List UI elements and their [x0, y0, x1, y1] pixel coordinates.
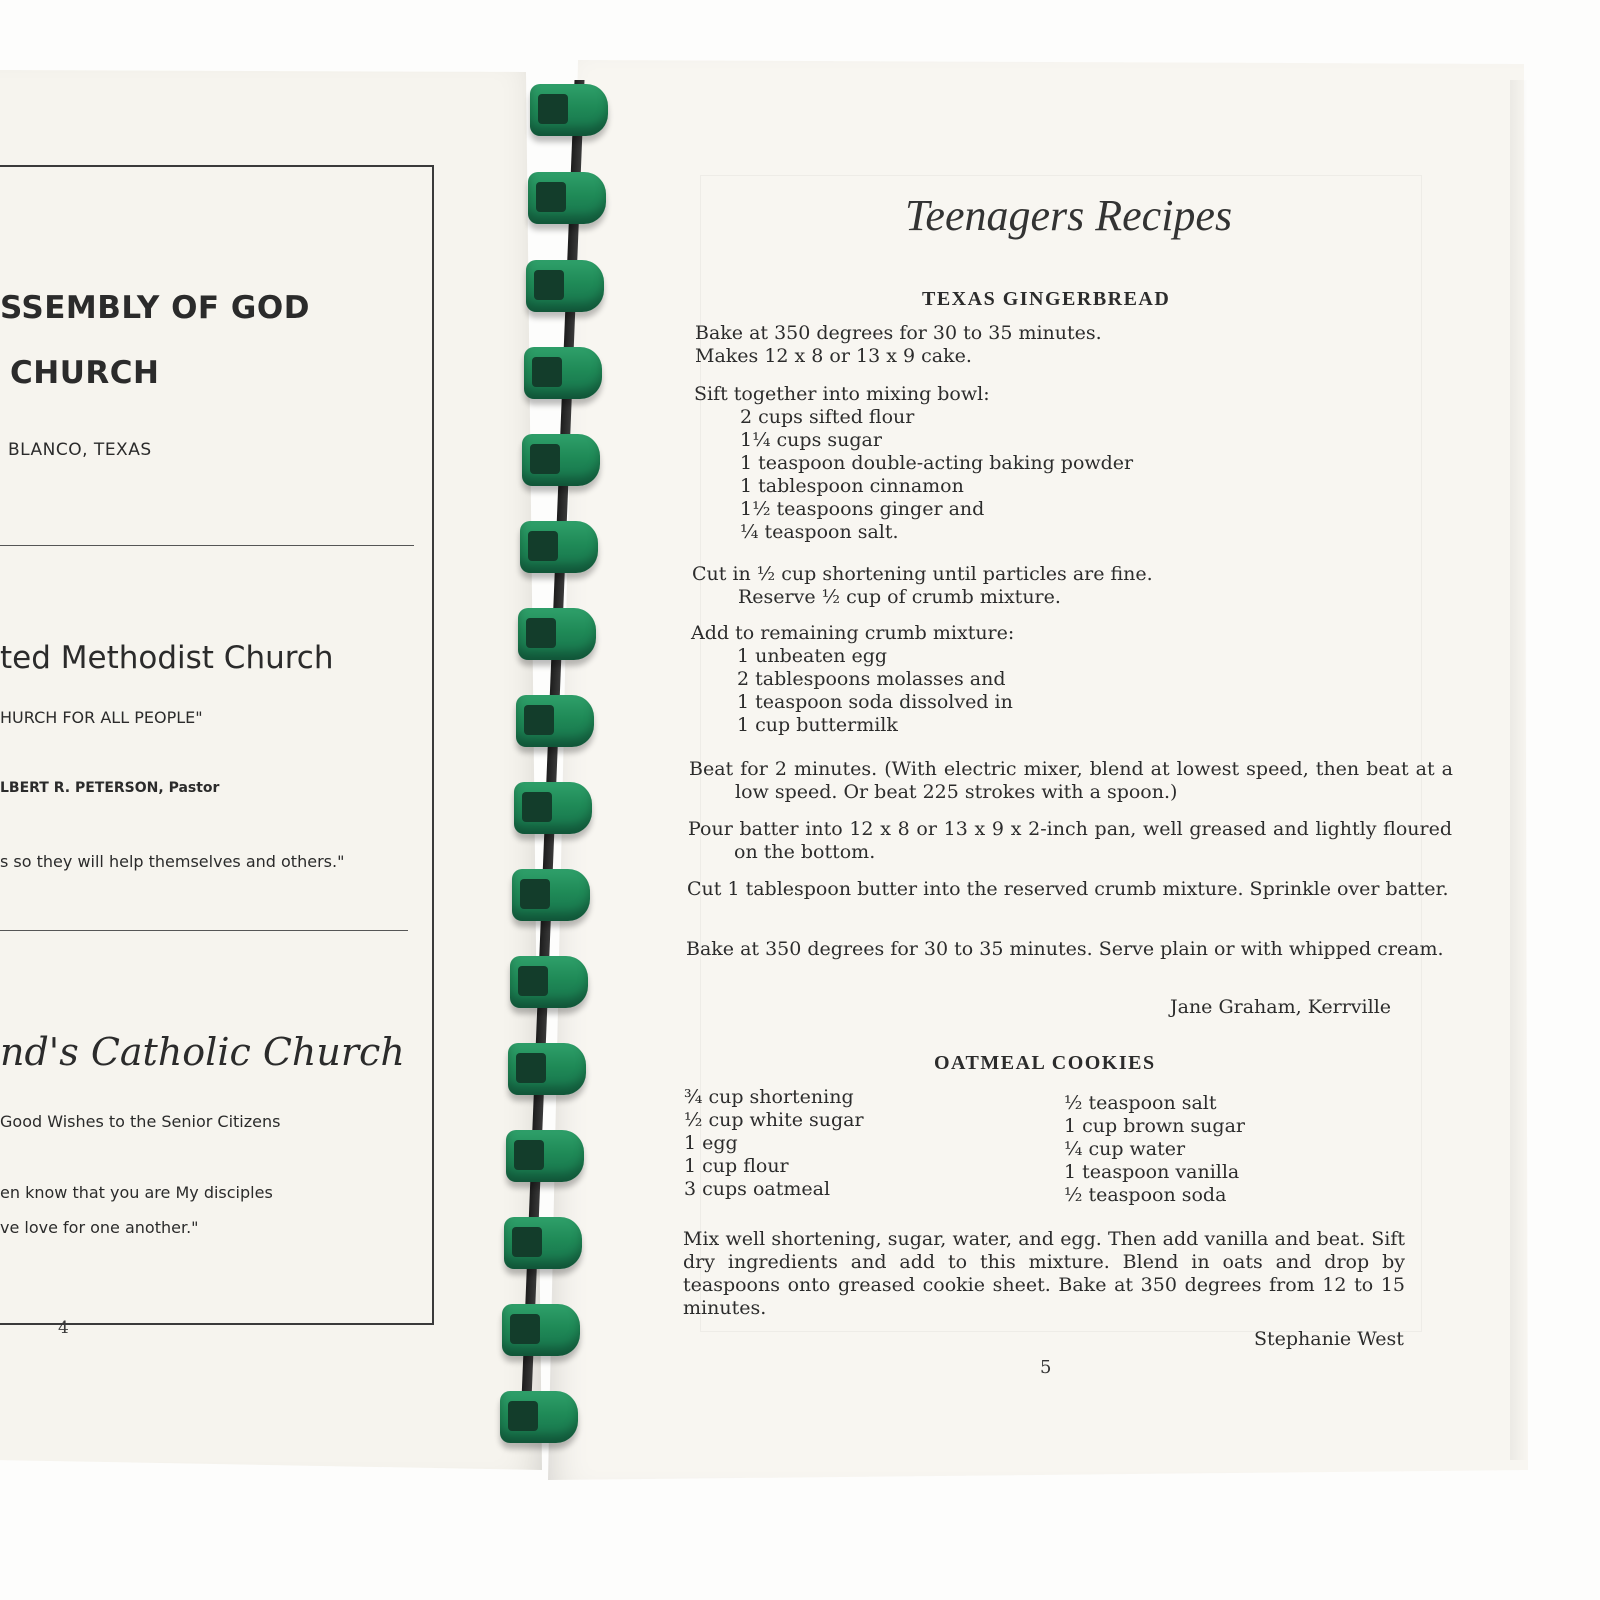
binding-coil — [528, 172, 606, 224]
cut-in-step — [692, 563, 1153, 609]
advertisement-frame — [0, 165, 434, 1325]
recipe-credit: Jane Graham, Kerrville — [1170, 996, 1392, 1018]
divider-line — [0, 545, 414, 546]
binding-coil — [530, 84, 608, 136]
assembly-location: BLANCO, TEXAS — [8, 440, 152, 460]
binding-coil — [524, 347, 602, 399]
ingredient-line: 2 cups sifted flour — [740, 406, 915, 428]
step-paragraph: Pour batter into 12 x 8 or 13 x 9 x 2-inch pan, well greased and lightly floured on the bottom. — [688, 818, 1452, 863]
oatmeal-method: Mix well shortening, sugar, water, and egg. Then add vanilla and beat. Sift dry ingredients and add to this mixture. Blend in oats and drop by teaspoons onto greased cookie sheet. Bake at 350 degrees from 12 to 15 minutes. — [683, 1228, 1405, 1319]
text-line: Reserve ½ cup of crumb mixture. — [738, 586, 1061, 608]
binding-coil — [510, 956, 588, 1008]
ingredient-line: 1 unbeaten egg — [737, 645, 888, 667]
catholic-verse-line: ve love for one another." — [0, 1218, 199, 1237]
step-paragraph: Cut 1 tablespoon butter into the reserved crumb mixture. Sprinkle over batter. — [687, 878, 1449, 900]
text-line: Cut in ½ cup shortening until particles are fine. — [692, 563, 1153, 585]
ingredient-line: 1 tablespoon cinnamon — [740, 475, 964, 497]
catholic-verse-line: en know that you are My disciples — [0, 1183, 273, 1202]
step-paragraph: Bake at 350 degrees for 30 to 35 minutes. Serve plain or with whipped cream. — [686, 938, 1444, 960]
divider-line — [0, 930, 408, 931]
binding-coil — [502, 1304, 580, 1356]
binding-coil — [526, 260, 604, 312]
ingredient-line: 1 cup buttermilk — [737, 714, 898, 736]
ingredient-line: ½ teaspoon salt — [1064, 1092, 1217, 1114]
page-number-left: 4 — [58, 1318, 69, 1338]
catholic-wishes: Good Wishes to the Senior Citizens — [0, 1112, 281, 1131]
step-paragraph: Beat for 2 minutes. (With electric mixer, blend at lowest speed, then beat at a low speed. Or beat 225 strokes with a spoon.) — [689, 758, 1453, 803]
sift-ingredients — [694, 383, 1133, 544]
ingredient-line: 1 egg — [684, 1132, 738, 1154]
ingredient-line: ½ cup white sugar — [684, 1109, 864, 1131]
binding-coil — [512, 869, 590, 921]
page-number-right: 5 — [1040, 1357, 1052, 1378]
binding-coil — [514, 782, 592, 834]
ingredient-heading: Add to remaining crumb mixture: — [691, 622, 1015, 644]
ingredient-line: 1 cup flour — [684, 1155, 789, 1177]
text-line: Makes 12 x 8 or 13 x 9 cake. — [695, 345, 972, 367]
section-title: Teenagers Recipes — [905, 191, 1233, 240]
methodist-verse: s so they will help themselves and others." — [0, 852, 345, 871]
ingredient-column-left — [684, 1085, 864, 1200]
binding-coil — [518, 608, 596, 660]
binding-coil — [504, 1217, 582, 1269]
ingredient-line: ½ teaspoon soda — [1064, 1184, 1227, 1206]
methodist-motto: HURCH FOR ALL PEOPLE" — [0, 708, 203, 727]
ingredient-line: 1½ teaspoons ginger and — [740, 498, 985, 520]
ingredient-line: 1 teaspoon double-acting baking powder — [740, 452, 1134, 474]
page-edge-shadow — [1510, 80, 1528, 1460]
binding-coil — [500, 1391, 578, 1443]
ingredient-line: ¾ cup shortening — [684, 1086, 854, 1108]
bake-note — [695, 322, 1102, 368]
assembly-church-label: CHURCH — [10, 355, 160, 391]
ingredient-line: 3 cups oatmeal — [684, 1178, 831, 1200]
methodist-church-title: ted Methodist Church — [0, 640, 334, 676]
recipe-title-oatmeal: OATMEAL COOKIES — [934, 1052, 1156, 1074]
ingredient-line: 1 cup brown sugar — [1064, 1115, 1245, 1137]
binding-coil — [516, 695, 594, 747]
recipe-title-gingerbread: TEXAS GINGERBREAD — [922, 288, 1171, 310]
add-ingredients — [691, 622, 1014, 737]
binding-coil — [522, 434, 600, 486]
recipe-credit: Stephanie West — [1254, 1328, 1404, 1350]
binding-coil — [508, 1043, 586, 1095]
ingredient-line: ¼ cup water — [1064, 1138, 1186, 1160]
catholic-church-title: nd's Catholic Church — [0, 1030, 405, 1074]
ingredient-line: 1¼ cups sugar — [740, 429, 882, 451]
ingredient-line: 2 tablespoons molasses and — [737, 668, 1006, 690]
ingredient-line: 1 teaspoon vanilla — [1064, 1161, 1240, 1183]
methodist-pastor: LBERT R. PETERSON, Pastor — [0, 780, 220, 796]
binding-coil — [520, 521, 598, 573]
ingredient-column-right — [1064, 1091, 1245, 1206]
ingredient-heading: Sift together into mixing bowl: — [694, 383, 990, 405]
binding-coil — [506, 1130, 584, 1182]
ingredient-line: 1 teaspoon soda dissolved in — [737, 691, 1013, 713]
assembly-of-god-title: SSEMBLY OF GOD — [0, 290, 310, 326]
ingredient-line: ¼ teaspoon salt. — [740, 521, 899, 543]
text-line: Bake at 350 degrees for 30 to 35 minutes. — [695, 322, 1102, 344]
